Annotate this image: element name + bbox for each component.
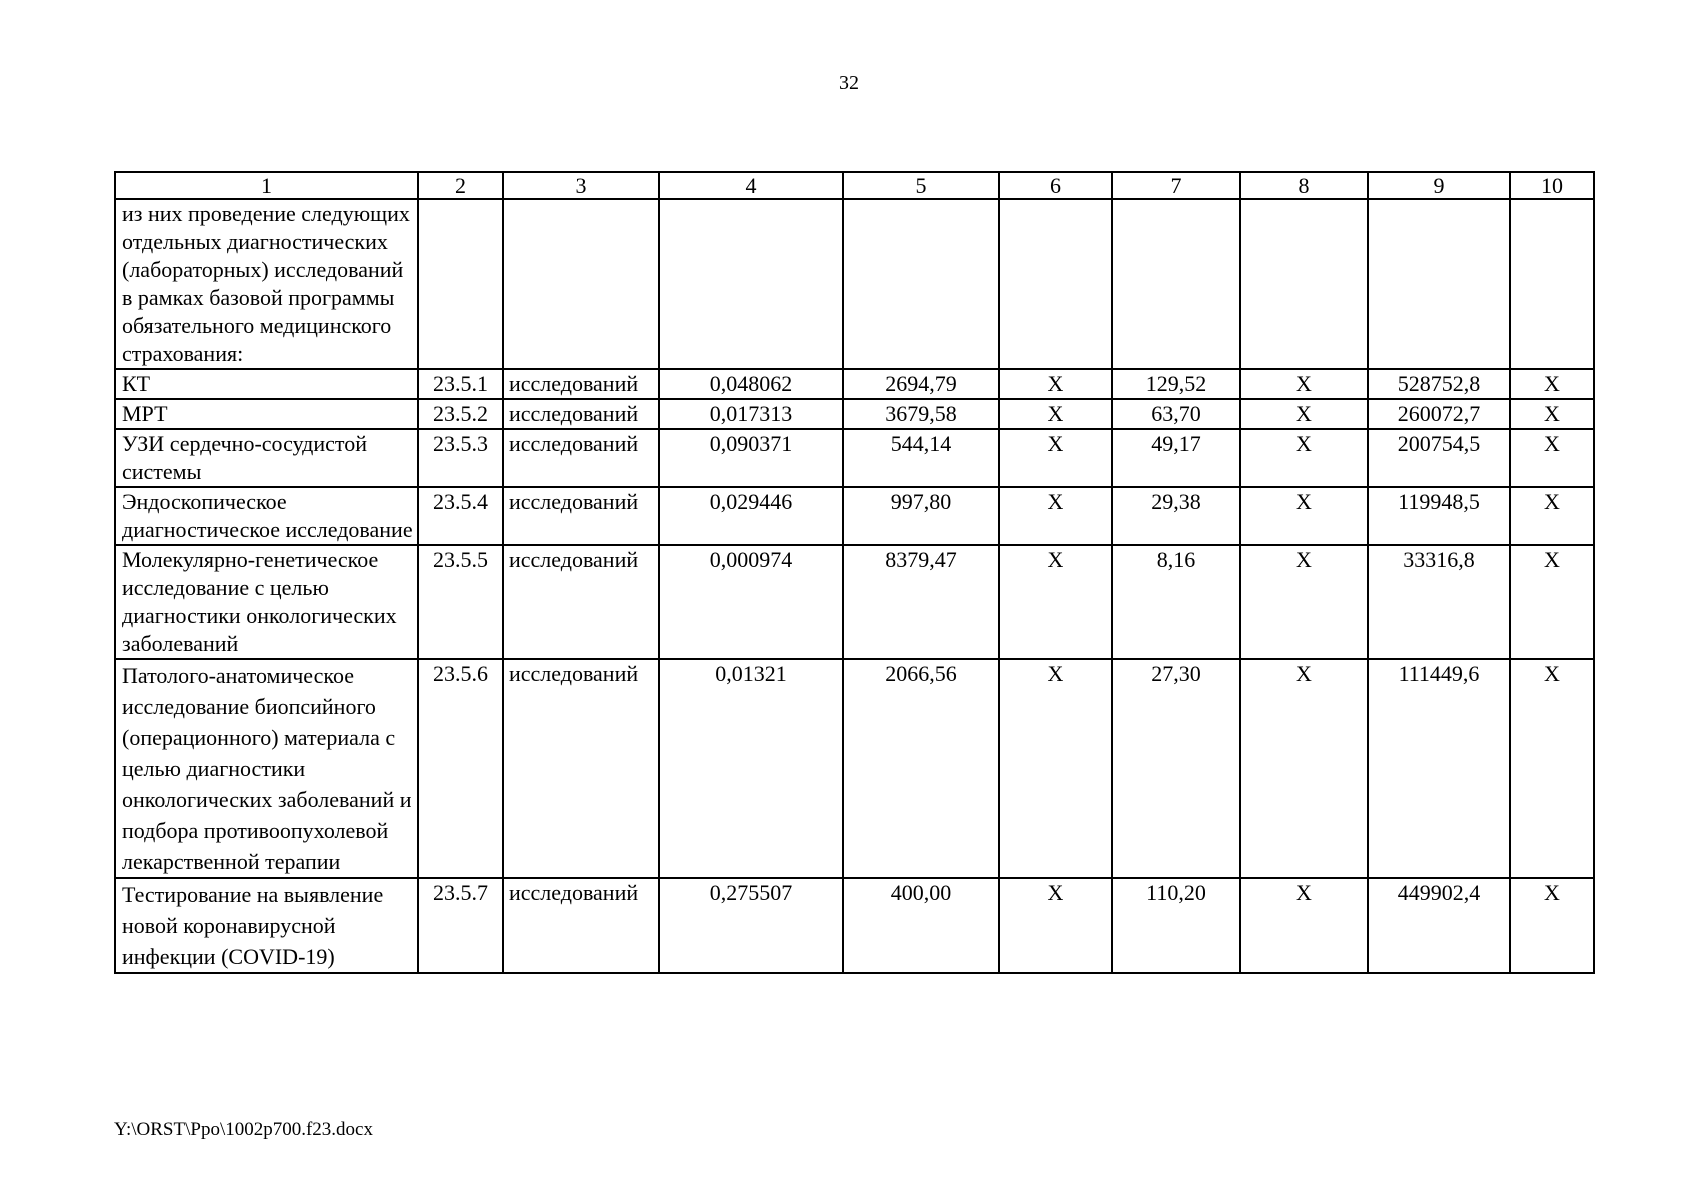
row-col9: 33316,8 [1368,545,1510,659]
table-row [115,878,1594,973]
row-col7: 8,16 [1112,545,1240,659]
row-name: Молекулярно-генетическое исследование с целью диагностики онкологических заболеваний [115,545,418,659]
table-header-row [115,172,1594,199]
row-col4: 0,000974 [659,545,843,659]
row-col6: Х [999,878,1112,973]
row-col7: 129,52 [1112,369,1240,399]
row-col4: 0,017313 [659,399,843,429]
row-col5: 2066,56 [843,659,999,878]
column-number: 6 [999,172,1112,199]
table-row [115,545,1594,659]
row-name: Патолого-анатомическое исследование биопсийного (операционного) материала с целью диагностики онкологических заболеваний и подбора противоопухолевой лекарственной терапии [115,659,418,878]
table-row [115,399,1594,429]
row-unit: исследований [503,545,659,659]
row-col10: Х [1510,878,1594,973]
row-col6: Х [999,545,1112,659]
row-unit: исследований [503,659,659,878]
table-row [115,369,1594,399]
row-col4: 0,029446 [659,487,843,545]
row-col8: Х [1240,369,1368,399]
row-col5: 997,80 [843,487,999,545]
row-col8: Х [1240,429,1368,487]
row-col4: 0,275507 [659,878,843,973]
table-row [115,659,1594,878]
row-code: 23.5.2 [418,399,503,429]
row-col10: Х [1510,429,1594,487]
column-number: 4 [659,172,843,199]
row-name: Тестирование на выявление новой коронавирусной инфекции (COVID-19) [115,878,418,973]
row-code: 23.5.6 [418,659,503,878]
row-unit: исследований [503,878,659,973]
row-name: Эндоскопическое диагностическое исследование [115,487,418,545]
intro-text: из них проведение следующих отдельных диагностических (лабораторных) исследований в рамках базовой программы обязательного медицинского страхования: [115,199,418,369]
row-col9: 449902,4 [1368,878,1510,973]
row-col6: Х [999,659,1112,878]
table-row [115,487,1594,545]
row-col7: 29,38 [1112,487,1240,545]
row-col8: Х [1240,545,1368,659]
row-col5: 8379,47 [843,545,999,659]
row-name: КТ [115,369,418,399]
row-code: 23.5.3 [418,429,503,487]
row-unit: исследований [503,487,659,545]
row-name: МРТ [115,399,418,429]
column-number: 2 [418,172,503,199]
row-col4: 0,048062 [659,369,843,399]
row-col6: Х [999,369,1112,399]
column-number: 9 [1368,172,1510,199]
row-col8: Х [1240,659,1368,878]
row-col7: 27,30 [1112,659,1240,878]
row-col6: Х [999,487,1112,545]
column-number: 10 [1510,172,1594,199]
row-col9: 111449,6 [1368,659,1510,878]
row-col10: Х [1510,659,1594,878]
row-unit: исследований [503,399,659,429]
table-row [115,429,1594,487]
column-number: 5 [843,172,999,199]
table-row-intro [115,199,1594,369]
row-name: УЗИ сердечно-сосудистой системы [115,429,418,487]
row-col10: Х [1510,369,1594,399]
row-col9: 260072,7 [1368,399,1510,429]
row-col6: Х [999,399,1112,429]
row-col7: 110,20 [1112,878,1240,973]
row-unit: исследований [503,369,659,399]
row-col5: 3679,58 [843,399,999,429]
row-code: 23.5.4 [418,487,503,545]
row-col5: 400,00 [843,878,999,973]
row-col10: Х [1510,399,1594,429]
row-col5: 2694,79 [843,369,999,399]
row-col4: 0,090371 [659,429,843,487]
row-col6: Х [999,429,1112,487]
row-col9: 200754,5 [1368,429,1510,487]
row-unit: исследований [503,429,659,487]
row-col8: Х [1240,878,1368,973]
row-col7: 63,70 [1112,399,1240,429]
row-col8: Х [1240,399,1368,429]
row-code: 23.5.1 [418,369,503,399]
row-col9: 119948,5 [1368,487,1510,545]
page-number: 32 [839,72,859,94]
data-table [114,171,1595,974]
row-col7: 49,17 [1112,429,1240,487]
row-code: 23.5.5 [418,545,503,659]
column-number: 8 [1240,172,1368,199]
column-number: 1 [115,172,418,199]
column-number: 7 [1112,172,1240,199]
row-col8: Х [1240,487,1368,545]
row-code: 23.5.7 [418,878,503,973]
row-col10: Х [1510,545,1594,659]
row-col10: Х [1510,487,1594,545]
row-col4: 0,01321 [659,659,843,878]
column-number: 3 [503,172,659,199]
row-col5: 544,14 [843,429,999,487]
footer-file-path: Y:\ORST\Ppo\1002p700.f23.docx [114,1119,373,1140]
row-col9: 528752,8 [1368,369,1510,399]
